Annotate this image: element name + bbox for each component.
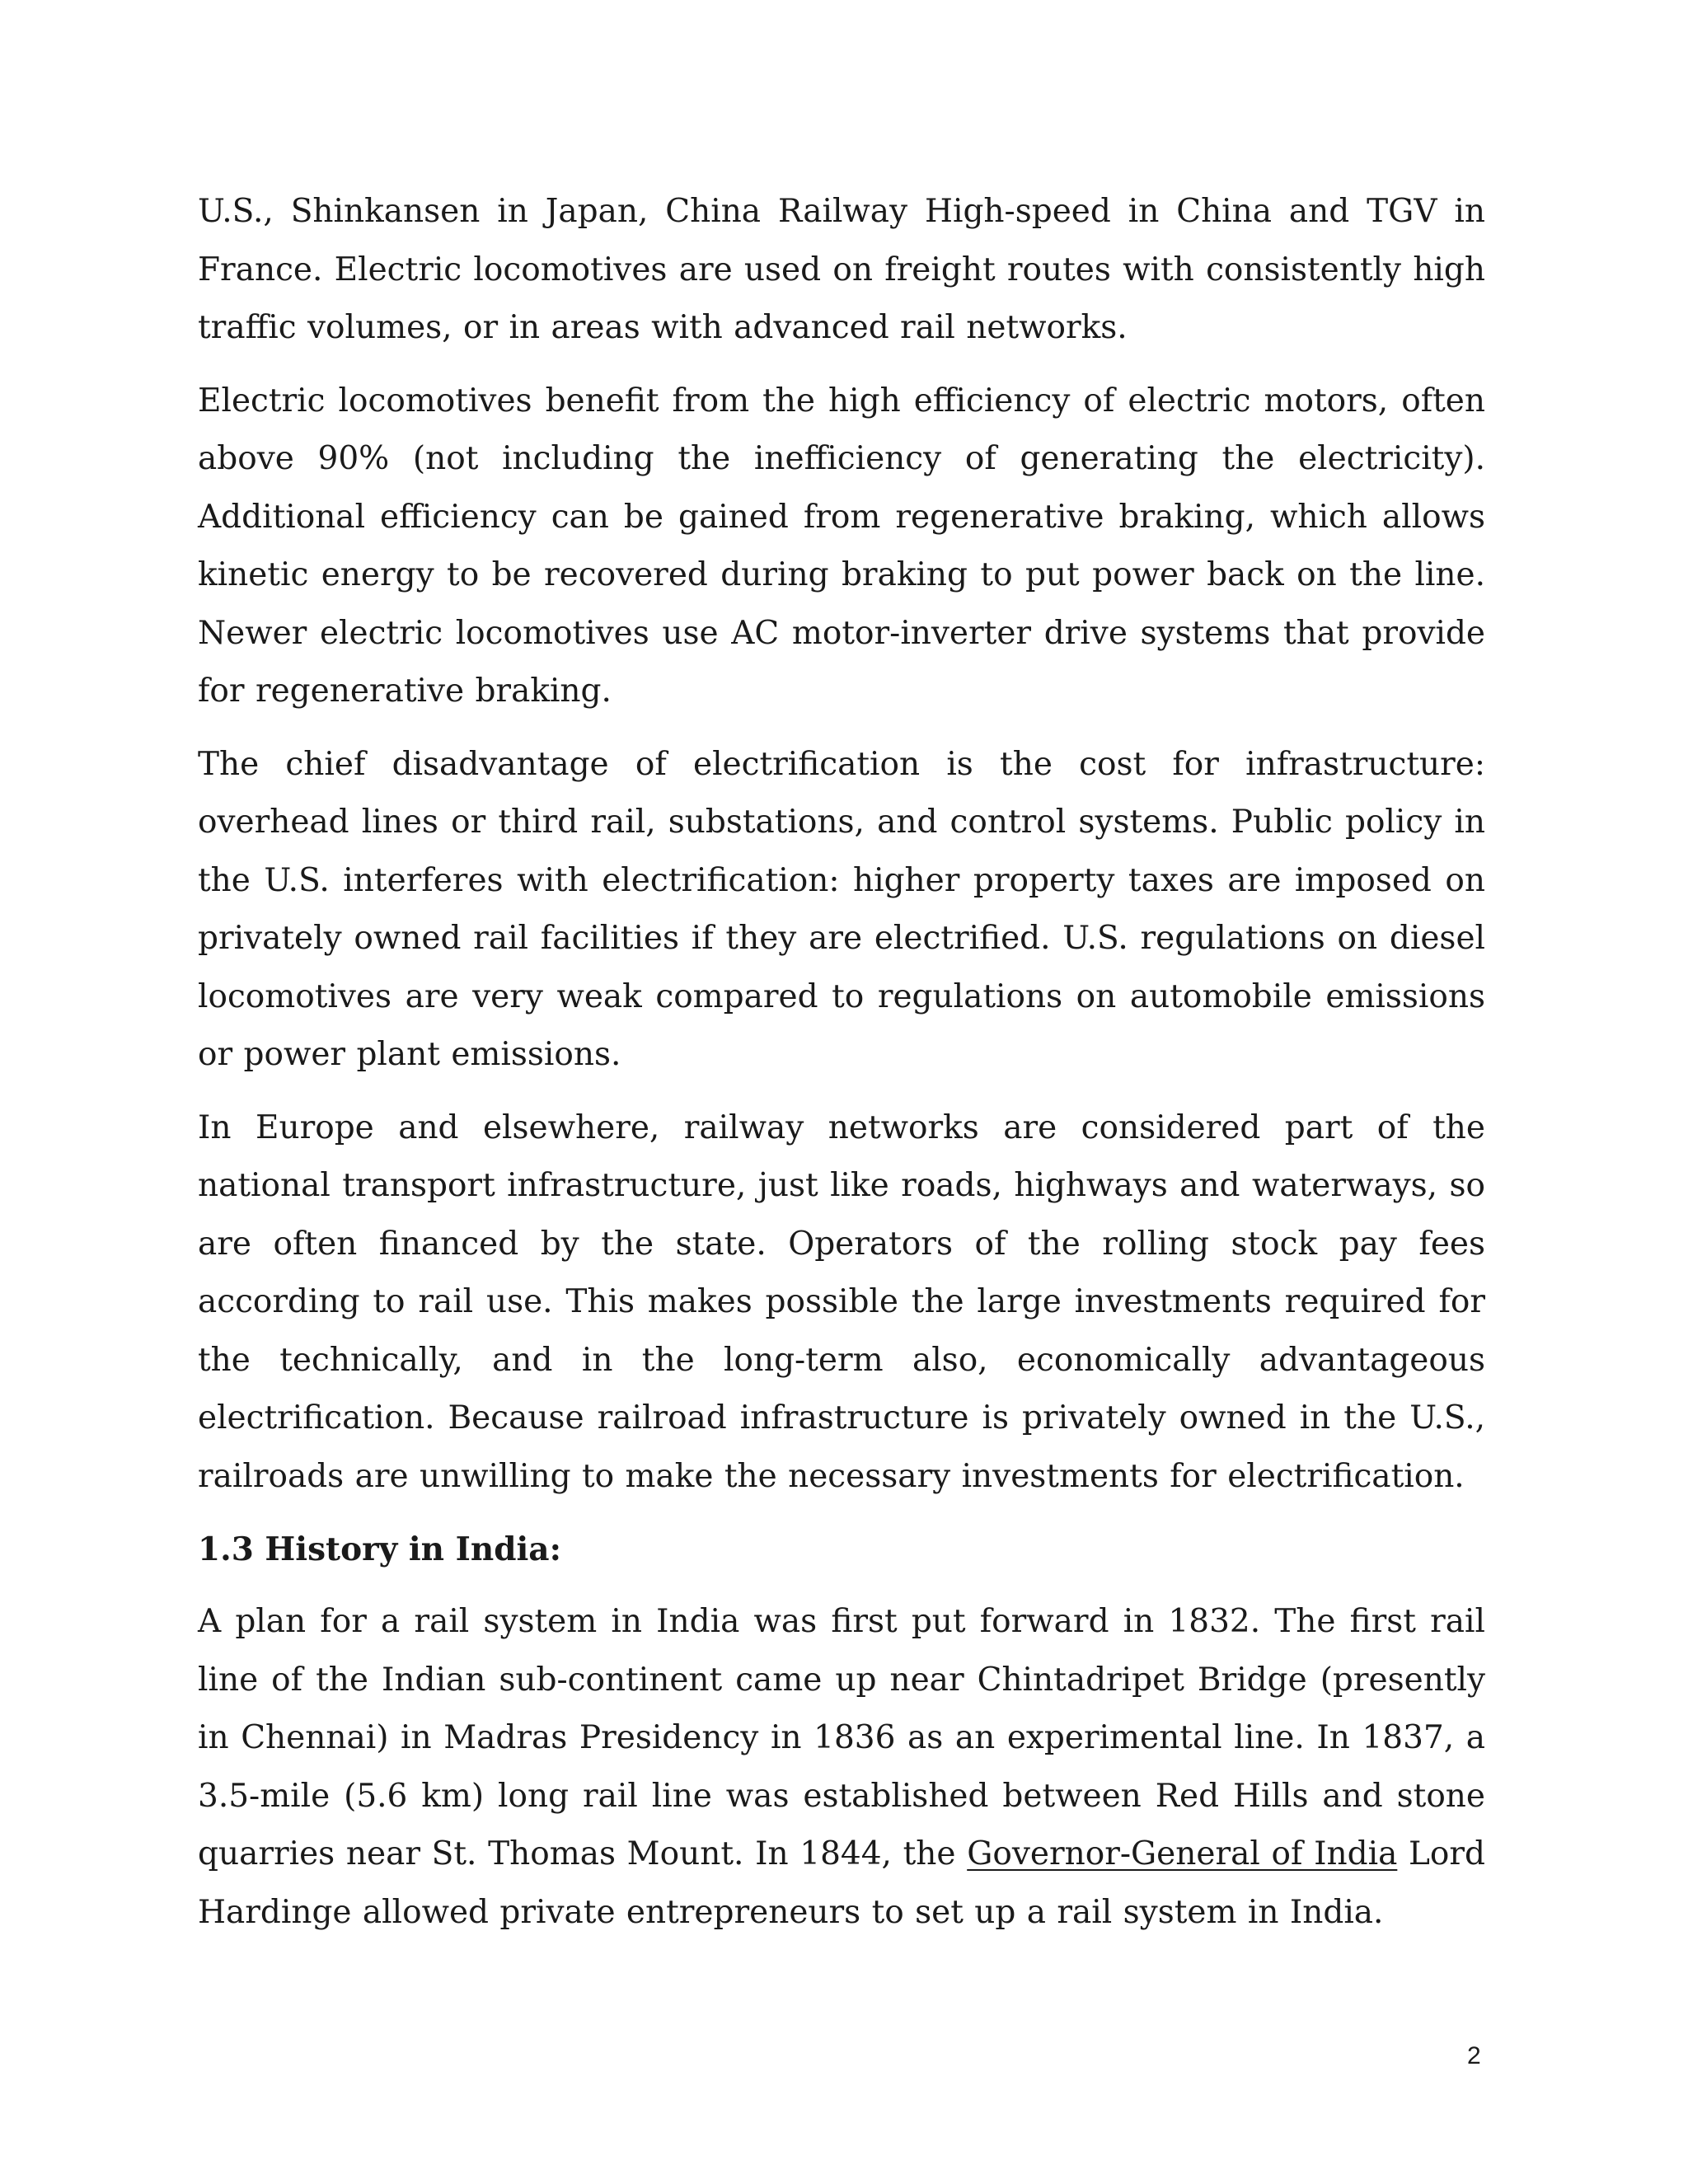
page-number: 2 xyxy=(1467,2042,1481,2069)
paragraph-history-india xyxy=(198,1593,1485,1942)
paragraph-efficiency: Electric locomotives benefit from the high efficiency of electric motors, often above 90% (not including the inefficiency of generating the electricity). Additional efficiency can be gained from regenerative braking, which allows kinetic energy to be recovered during braking to put power back on the line. Newer electric locomotives use AC motor-inverter drive systems that provide for regenerative braking. xyxy=(198,382,1485,710)
governor-general-link[interactable]: Governor-General of India xyxy=(967,1835,1398,1872)
paragraph-disadvantages: The chief disadvantage of electrification is the cost for infrastructure: overhead lines or third rail, substations, and control systems. Public policy in the U.S. interferes with electrification: higher property taxes are imposed on privately owned rail facilities if they are electrified. U.S. regulations on diesel locomotives are very weak compared to regulations on automobile emissions or power plant emissions. xyxy=(198,745,1485,1073)
document-page xyxy=(198,183,1485,1957)
paragraph-text-after-link: Lord Hardinge allowed private entrepreneurs to set up a rail system in India. xyxy=(198,1835,1486,1931)
paragraph-high-speed-rail: U.S., Shinkansen in Japan, China Railway High-speed in China and TGV in France. Electric locomotives are used on freight routes with consistently high traffic volumes, or in areas with advanced rail networks. xyxy=(198,193,1485,346)
section-heading: 1.3 History in India: xyxy=(198,1530,561,1568)
paragraph-europe: In Europe and elsewhere, railway networks are considered part of the national transport infrastructure, just like roads, highways and waterways, so are often financed by the state. Operators of the rolling stock pay fees according to rail use. This makes possible the large investments required for the technically, and in the long-term also, economically advantageous electrification. Because railroad infrastructure is privately owned in the U.S., railroads are unwilling to make the necessary investments for electrification. xyxy=(198,1108,1485,1495)
paragraph-text-before-link: A plan for a rail system in India was first put forward in 1832. The first rail line of the Indian sub-continent came up near Chintadripet Bridge (presently in Chennai) in Madras Presidency in 1836 as an experimental line. In 1837, a 3.5-mile (5.6 km) long rail line was established between Red Hills and stone quarries near St. Thomas Mount. In 1844, the xyxy=(198,1603,1485,1872)
